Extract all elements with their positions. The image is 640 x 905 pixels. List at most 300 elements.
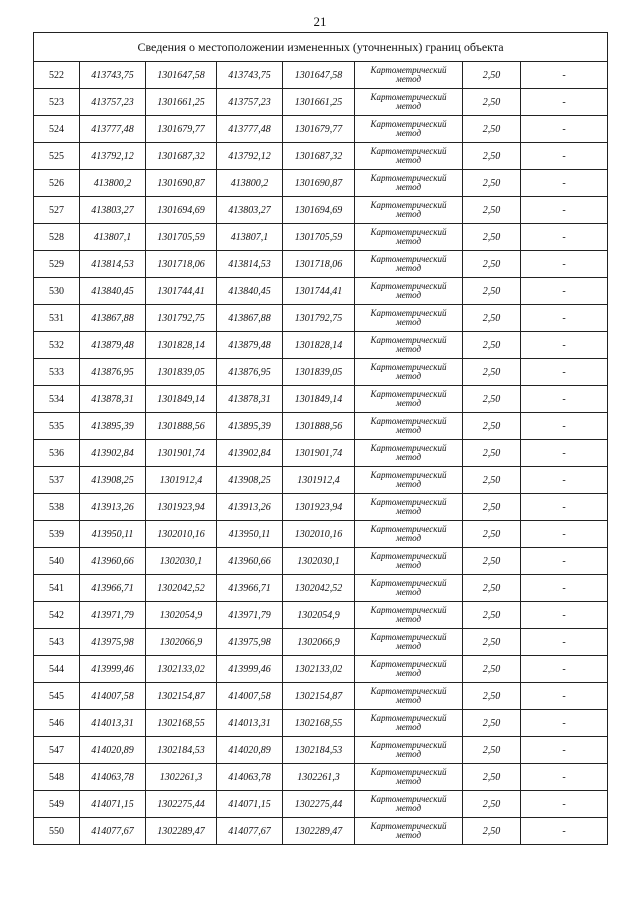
y-new-cell: 1302066,9 xyxy=(283,629,355,656)
y-old-cell: 1302010,16 xyxy=(146,521,217,548)
y-old-cell: 1301901,74 xyxy=(146,440,217,467)
method-cell xyxy=(355,224,463,251)
point-number-cell: 537 xyxy=(34,467,80,494)
x-old-cell: 413999,46 xyxy=(80,656,146,683)
x-old-cell: 413807,1 xyxy=(80,224,146,251)
table-row xyxy=(34,305,608,332)
x-old-cell: 413792,12 xyxy=(80,143,146,170)
accuracy-cell: 2,50 xyxy=(463,251,521,278)
point-number-cell: 530 xyxy=(34,278,80,305)
y-old-cell: 1301923,94 xyxy=(146,494,217,521)
note-cell: - xyxy=(521,602,608,629)
page-number: 21 xyxy=(313,14,327,29)
accuracy-cell: 2,50 xyxy=(463,359,521,386)
x-old-cell: 414020,89 xyxy=(80,737,146,764)
method-line-1: Картометрический xyxy=(370,335,447,345)
method-line-1: Картометрический xyxy=(370,146,447,156)
x-new-cell: 413902,84 xyxy=(217,440,283,467)
y-old-cell: 1301828,14 xyxy=(146,332,217,359)
y-new-cell: 1301687,32 xyxy=(283,143,355,170)
y-new-cell: 1302289,47 xyxy=(283,818,355,845)
accuracy-cell: 2,50 xyxy=(463,494,521,521)
x-new-cell: 414007,58 xyxy=(217,683,283,710)
x-new-cell: 414013,31 xyxy=(217,710,283,737)
method-cell xyxy=(355,818,463,845)
method-line-1: Картометрический xyxy=(370,227,447,237)
x-new-cell: 413814,53 xyxy=(217,251,283,278)
method-line-1: Картометрический xyxy=(370,794,447,804)
accuracy-cell: 2,50 xyxy=(463,764,521,791)
method-line-2: метод xyxy=(395,425,422,435)
x-old-cell: 414007,58 xyxy=(80,683,146,710)
table-row xyxy=(34,467,608,494)
accuracy-cell: 2,50 xyxy=(463,89,521,116)
point-number-cell: 549 xyxy=(34,791,80,818)
table-row xyxy=(34,386,608,413)
table-row xyxy=(34,359,608,386)
method-line-1: Картометрический xyxy=(370,119,447,129)
method-line-2: метод xyxy=(395,317,422,327)
x-old-cell: 413966,71 xyxy=(80,575,146,602)
y-new-cell: 1301694,69 xyxy=(283,197,355,224)
method-cell xyxy=(355,251,463,278)
note-cell: - xyxy=(521,413,608,440)
accuracy-cell: 2,50 xyxy=(463,413,521,440)
table-row xyxy=(34,737,608,764)
method-line-2: метод xyxy=(395,587,422,597)
y-new-cell: 1302030,1 xyxy=(283,548,355,575)
note-cell: - xyxy=(521,548,608,575)
accuracy-cell: 2,50 xyxy=(463,143,521,170)
point-number-cell: 525 xyxy=(34,143,80,170)
accuracy-cell: 2,50 xyxy=(463,818,521,845)
x-new-cell: 414063,78 xyxy=(217,764,283,791)
method-line-2: метод xyxy=(395,128,422,138)
x-new-cell: 413800,2 xyxy=(217,170,283,197)
table-row xyxy=(34,89,608,116)
x-old-cell: 413777,48 xyxy=(80,116,146,143)
note-cell: - xyxy=(521,629,608,656)
method-line-2: метод xyxy=(395,74,422,84)
x-old-cell: 413895,39 xyxy=(80,413,146,440)
x-new-cell: 413803,27 xyxy=(217,197,283,224)
y-old-cell: 1302261,3 xyxy=(146,764,217,791)
y-new-cell: 1301849,14 xyxy=(283,386,355,413)
table-row xyxy=(34,251,608,278)
y-new-cell: 1302261,3 xyxy=(283,764,355,791)
x-new-cell: 413999,46 xyxy=(217,656,283,683)
method-line-2: метод xyxy=(395,506,422,516)
x-old-cell: 414063,78 xyxy=(80,764,146,791)
y-old-cell: 1302054,9 xyxy=(146,602,217,629)
method-line-2: метод xyxy=(395,749,422,759)
method-cell xyxy=(355,440,463,467)
accuracy-cell: 2,50 xyxy=(463,224,521,251)
method-line-2: метод xyxy=(395,830,422,840)
point-number-cell: 522 xyxy=(34,62,80,89)
y-old-cell: 1301694,69 xyxy=(146,197,217,224)
method-line-2: метод xyxy=(395,452,422,462)
x-new-cell: 414077,67 xyxy=(217,818,283,845)
y-new-cell: 1301839,05 xyxy=(283,359,355,386)
table-row xyxy=(34,278,608,305)
y-new-cell: 1301647,58 xyxy=(283,62,355,89)
method-line-1: Картометрический xyxy=(370,605,447,615)
x-old-cell: 413867,88 xyxy=(80,305,146,332)
x-old-cell: 414013,31 xyxy=(80,710,146,737)
y-new-cell: 1301792,75 xyxy=(283,305,355,332)
point-number-cell: 529 xyxy=(34,251,80,278)
method-line-1: Картометрический xyxy=(370,497,447,507)
y-old-cell: 1301679,77 xyxy=(146,116,217,143)
method-line-2: метод xyxy=(395,290,422,300)
method-line-2: метод xyxy=(395,398,422,408)
y-new-cell: 1301690,87 xyxy=(283,170,355,197)
method-line-2: метод xyxy=(395,371,422,381)
method-line-2: метод xyxy=(395,641,422,651)
method-cell xyxy=(355,494,463,521)
y-old-cell: 1302275,44 xyxy=(146,791,217,818)
method-line-2: метод xyxy=(395,236,422,246)
method-cell xyxy=(355,305,463,332)
y-new-cell: 1302184,53 xyxy=(283,737,355,764)
x-old-cell: 413879,48 xyxy=(80,332,146,359)
table-row xyxy=(34,683,608,710)
x-new-cell: 413878,31 xyxy=(217,386,283,413)
table-row xyxy=(34,548,608,575)
y-old-cell: 1302154,87 xyxy=(146,683,217,710)
x-old-cell: 413908,25 xyxy=(80,467,146,494)
table-title: Сведения о местоположении измененных (уточненных) границ объекта xyxy=(34,33,608,62)
method-line-1: Картометрический xyxy=(370,92,447,102)
y-old-cell: 1302030,1 xyxy=(146,548,217,575)
table-row xyxy=(34,197,608,224)
method-line-1: Картометрический xyxy=(370,308,447,318)
y-old-cell: 1302133,02 xyxy=(146,656,217,683)
point-number-cell: 533 xyxy=(34,359,80,386)
y-new-cell: 1301679,77 xyxy=(283,116,355,143)
x-new-cell: 414020,89 xyxy=(217,737,283,764)
accuracy-cell: 2,50 xyxy=(463,548,521,575)
table-row xyxy=(34,818,608,845)
table-row xyxy=(34,629,608,656)
y-old-cell: 1302289,47 xyxy=(146,818,217,845)
x-new-cell: 413975,98 xyxy=(217,629,283,656)
method-line-1: Картометрический xyxy=(370,416,447,426)
y-old-cell: 1302042,52 xyxy=(146,575,217,602)
accuracy-cell: 2,50 xyxy=(463,305,521,332)
method-line-2: метод xyxy=(395,182,422,192)
method-cell xyxy=(355,737,463,764)
x-new-cell: 413743,75 xyxy=(217,62,283,89)
accuracy-cell: 2,50 xyxy=(463,386,521,413)
note-cell: - xyxy=(521,791,608,818)
x-old-cell: 413803,27 xyxy=(80,197,146,224)
note-cell: - xyxy=(521,494,608,521)
method-line-1: Картометрический xyxy=(370,551,447,561)
y-new-cell: 1301923,94 xyxy=(283,494,355,521)
method-cell xyxy=(355,521,463,548)
x-old-cell: 413878,31 xyxy=(80,386,146,413)
point-number-cell: 539 xyxy=(34,521,80,548)
note-cell: - xyxy=(521,467,608,494)
x-old-cell: 413960,66 xyxy=(80,548,146,575)
y-new-cell: 1301661,25 xyxy=(283,89,355,116)
method-line-2: метод xyxy=(395,533,422,543)
method-cell xyxy=(355,791,463,818)
note-cell: - xyxy=(521,818,608,845)
y-new-cell: 1302275,44 xyxy=(283,791,355,818)
x-new-cell: 413895,39 xyxy=(217,413,283,440)
method-line-1: Картометрический xyxy=(370,578,447,588)
table-row xyxy=(34,602,608,629)
note-cell: - xyxy=(521,224,608,251)
x-new-cell: 413971,79 xyxy=(217,602,283,629)
point-number-cell: 543 xyxy=(34,629,80,656)
note-cell: - xyxy=(521,683,608,710)
method-line-1: Картометрический xyxy=(370,740,447,750)
note-cell: - xyxy=(521,197,608,224)
x-new-cell: 414071,15 xyxy=(217,791,283,818)
x-old-cell: 413743,75 xyxy=(80,62,146,89)
note-cell: - xyxy=(521,251,608,278)
point-number-cell: 536 xyxy=(34,440,80,467)
y-old-cell: 1301687,32 xyxy=(146,143,217,170)
note-cell: - xyxy=(521,89,608,116)
note-cell: - xyxy=(521,764,608,791)
x-new-cell: 413867,88 xyxy=(217,305,283,332)
method-line-2: метод xyxy=(395,560,422,570)
method-cell xyxy=(355,116,463,143)
note-cell: - xyxy=(521,359,608,386)
point-number-cell: 544 xyxy=(34,656,80,683)
point-number-cell: 550 xyxy=(34,818,80,845)
method-line-2: метод xyxy=(395,101,422,111)
method-line-1: Картометрический xyxy=(370,713,447,723)
note-cell: - xyxy=(521,170,608,197)
x-new-cell: 413807,1 xyxy=(217,224,283,251)
point-number-cell: 526 xyxy=(34,170,80,197)
method-line-1: Картометрический xyxy=(370,254,447,264)
table-row xyxy=(34,656,608,683)
x-new-cell: 413879,48 xyxy=(217,332,283,359)
method-cell xyxy=(355,278,463,305)
method-cell xyxy=(355,332,463,359)
method-cell xyxy=(355,413,463,440)
table-row xyxy=(34,143,608,170)
method-line-2: метод xyxy=(395,479,422,489)
y-new-cell: 1301718,06 xyxy=(283,251,355,278)
method-cell xyxy=(355,710,463,737)
method-cell xyxy=(355,359,463,386)
method-line-2: метод xyxy=(395,803,422,813)
x-old-cell: 413975,98 xyxy=(80,629,146,656)
table-header-row xyxy=(34,33,608,62)
method-line-1: Картометрический xyxy=(370,443,447,453)
method-line-2: метод xyxy=(395,668,422,678)
accuracy-cell: 2,50 xyxy=(463,332,521,359)
point-number-cell: 542 xyxy=(34,602,80,629)
table-row xyxy=(34,116,608,143)
accuracy-cell: 2,50 xyxy=(463,683,521,710)
x-new-cell: 413908,25 xyxy=(217,467,283,494)
y-new-cell: 1301744,41 xyxy=(283,278,355,305)
accuracy-cell: 2,50 xyxy=(463,737,521,764)
point-number-cell: 527 xyxy=(34,197,80,224)
method-line-1: Картометрический xyxy=(370,659,447,669)
table-row xyxy=(34,764,608,791)
y-old-cell: 1301744,41 xyxy=(146,278,217,305)
x-new-cell: 413840,45 xyxy=(217,278,283,305)
point-number-cell: 524 xyxy=(34,116,80,143)
method-cell xyxy=(355,548,463,575)
x-old-cell: 413913,26 xyxy=(80,494,146,521)
method-cell xyxy=(355,143,463,170)
method-cell xyxy=(355,764,463,791)
y-new-cell: 1302054,9 xyxy=(283,602,355,629)
point-number-cell: 541 xyxy=(34,575,80,602)
accuracy-cell: 2,50 xyxy=(463,629,521,656)
note-cell: - xyxy=(521,332,608,359)
method-cell xyxy=(355,170,463,197)
x-new-cell: 413777,48 xyxy=(217,116,283,143)
accuracy-cell: 2,50 xyxy=(463,791,521,818)
x-new-cell: 413950,11 xyxy=(217,521,283,548)
table-row xyxy=(34,170,608,197)
coordinates-table xyxy=(33,32,608,845)
note-cell: - xyxy=(521,737,608,764)
y-old-cell: 1301888,56 xyxy=(146,413,217,440)
x-new-cell: 413792,12 xyxy=(217,143,283,170)
x-old-cell: 413950,11 xyxy=(80,521,146,548)
method-line-1: Картометрический xyxy=(370,173,447,183)
note-cell: - xyxy=(521,143,608,170)
accuracy-cell: 2,50 xyxy=(463,170,521,197)
method-line-2: метод xyxy=(395,155,422,165)
method-line-1: Картометрический xyxy=(370,389,447,399)
y-old-cell: 1302168,55 xyxy=(146,710,217,737)
note-cell: - xyxy=(521,440,608,467)
method-line-1: Картометрический xyxy=(370,362,447,372)
x-old-cell: 413800,2 xyxy=(80,170,146,197)
point-number-cell: 532 xyxy=(34,332,80,359)
x-old-cell: 413814,53 xyxy=(80,251,146,278)
table-body xyxy=(34,33,608,845)
method-line-1: Картометрический xyxy=(370,65,447,75)
point-number-cell: 535 xyxy=(34,413,80,440)
method-line-1: Картометрический xyxy=(370,632,447,642)
x-new-cell: 413757,23 xyxy=(217,89,283,116)
y-old-cell: 1302184,53 xyxy=(146,737,217,764)
method-cell xyxy=(355,89,463,116)
y-new-cell: 1301901,74 xyxy=(283,440,355,467)
table-row xyxy=(34,332,608,359)
method-cell xyxy=(355,467,463,494)
x-old-cell: 413840,45 xyxy=(80,278,146,305)
x-old-cell: 413757,23 xyxy=(80,89,146,116)
y-new-cell: 1301705,59 xyxy=(283,224,355,251)
point-number-cell: 540 xyxy=(34,548,80,575)
y-old-cell: 1301718,06 xyxy=(146,251,217,278)
accuracy-cell: 2,50 xyxy=(463,116,521,143)
method-line-2: метод xyxy=(395,776,422,786)
y-old-cell: 1302066,9 xyxy=(146,629,217,656)
y-new-cell: 1302133,02 xyxy=(283,656,355,683)
method-line-2: метод xyxy=(395,209,422,219)
point-number-cell: 547 xyxy=(34,737,80,764)
table-row xyxy=(34,62,608,89)
point-number-cell: 548 xyxy=(34,764,80,791)
x-old-cell: 414077,67 xyxy=(80,818,146,845)
y-new-cell: 1301888,56 xyxy=(283,413,355,440)
accuracy-cell: 2,50 xyxy=(463,440,521,467)
method-line-2: метод xyxy=(395,722,422,732)
y-new-cell: 1301912,4 xyxy=(283,467,355,494)
method-line-2: метод xyxy=(395,344,422,354)
method-line-1: Картометрический xyxy=(370,821,447,831)
point-number-cell: 528 xyxy=(34,224,80,251)
method-cell xyxy=(355,683,463,710)
table-row xyxy=(34,575,608,602)
x-new-cell: 413966,71 xyxy=(217,575,283,602)
table-row xyxy=(34,521,608,548)
method-cell xyxy=(355,602,463,629)
note-cell: - xyxy=(521,62,608,89)
note-cell: - xyxy=(521,278,608,305)
method-line-1: Картометрический xyxy=(370,686,447,696)
note-cell: - xyxy=(521,305,608,332)
x-new-cell: 413876,95 xyxy=(217,359,283,386)
y-old-cell: 1301690,87 xyxy=(146,170,217,197)
y-old-cell: 1301661,25 xyxy=(146,89,217,116)
x-new-cell: 413960,66 xyxy=(217,548,283,575)
method-cell xyxy=(355,629,463,656)
y-new-cell: 1302010,16 xyxy=(283,521,355,548)
point-number-cell: 545 xyxy=(34,683,80,710)
accuracy-cell: 2,50 xyxy=(463,521,521,548)
table-row xyxy=(34,440,608,467)
point-number-cell: 523 xyxy=(34,89,80,116)
method-line-1: Картометрический xyxy=(370,200,447,210)
accuracy-cell: 2,50 xyxy=(463,62,521,89)
method-line-1: Картометрический xyxy=(370,281,447,291)
x-new-cell: 413913,26 xyxy=(217,494,283,521)
method-cell xyxy=(355,575,463,602)
note-cell: - xyxy=(521,656,608,683)
method-line-1: Картометрический xyxy=(370,524,447,534)
table-row xyxy=(34,710,608,737)
method-line-2: метод xyxy=(395,695,422,705)
y-old-cell: 1301647,58 xyxy=(146,62,217,89)
table-row xyxy=(34,791,608,818)
accuracy-cell: 2,50 xyxy=(463,575,521,602)
method-line-2: метод xyxy=(395,263,422,273)
point-number-cell: 534 xyxy=(34,386,80,413)
accuracy-cell: 2,50 xyxy=(463,602,521,629)
y-old-cell: 1301849,14 xyxy=(146,386,217,413)
method-line-2: метод xyxy=(395,614,422,624)
y-new-cell: 1302154,87 xyxy=(283,683,355,710)
point-number-cell: 538 xyxy=(34,494,80,521)
y-old-cell: 1301705,59 xyxy=(146,224,217,251)
note-cell: - xyxy=(521,575,608,602)
note-cell: - xyxy=(521,710,608,737)
y-new-cell: 1302042,52 xyxy=(283,575,355,602)
note-cell: - xyxy=(521,116,608,143)
method-cell xyxy=(355,62,463,89)
x-old-cell: 413902,84 xyxy=(80,440,146,467)
method-cell xyxy=(355,656,463,683)
